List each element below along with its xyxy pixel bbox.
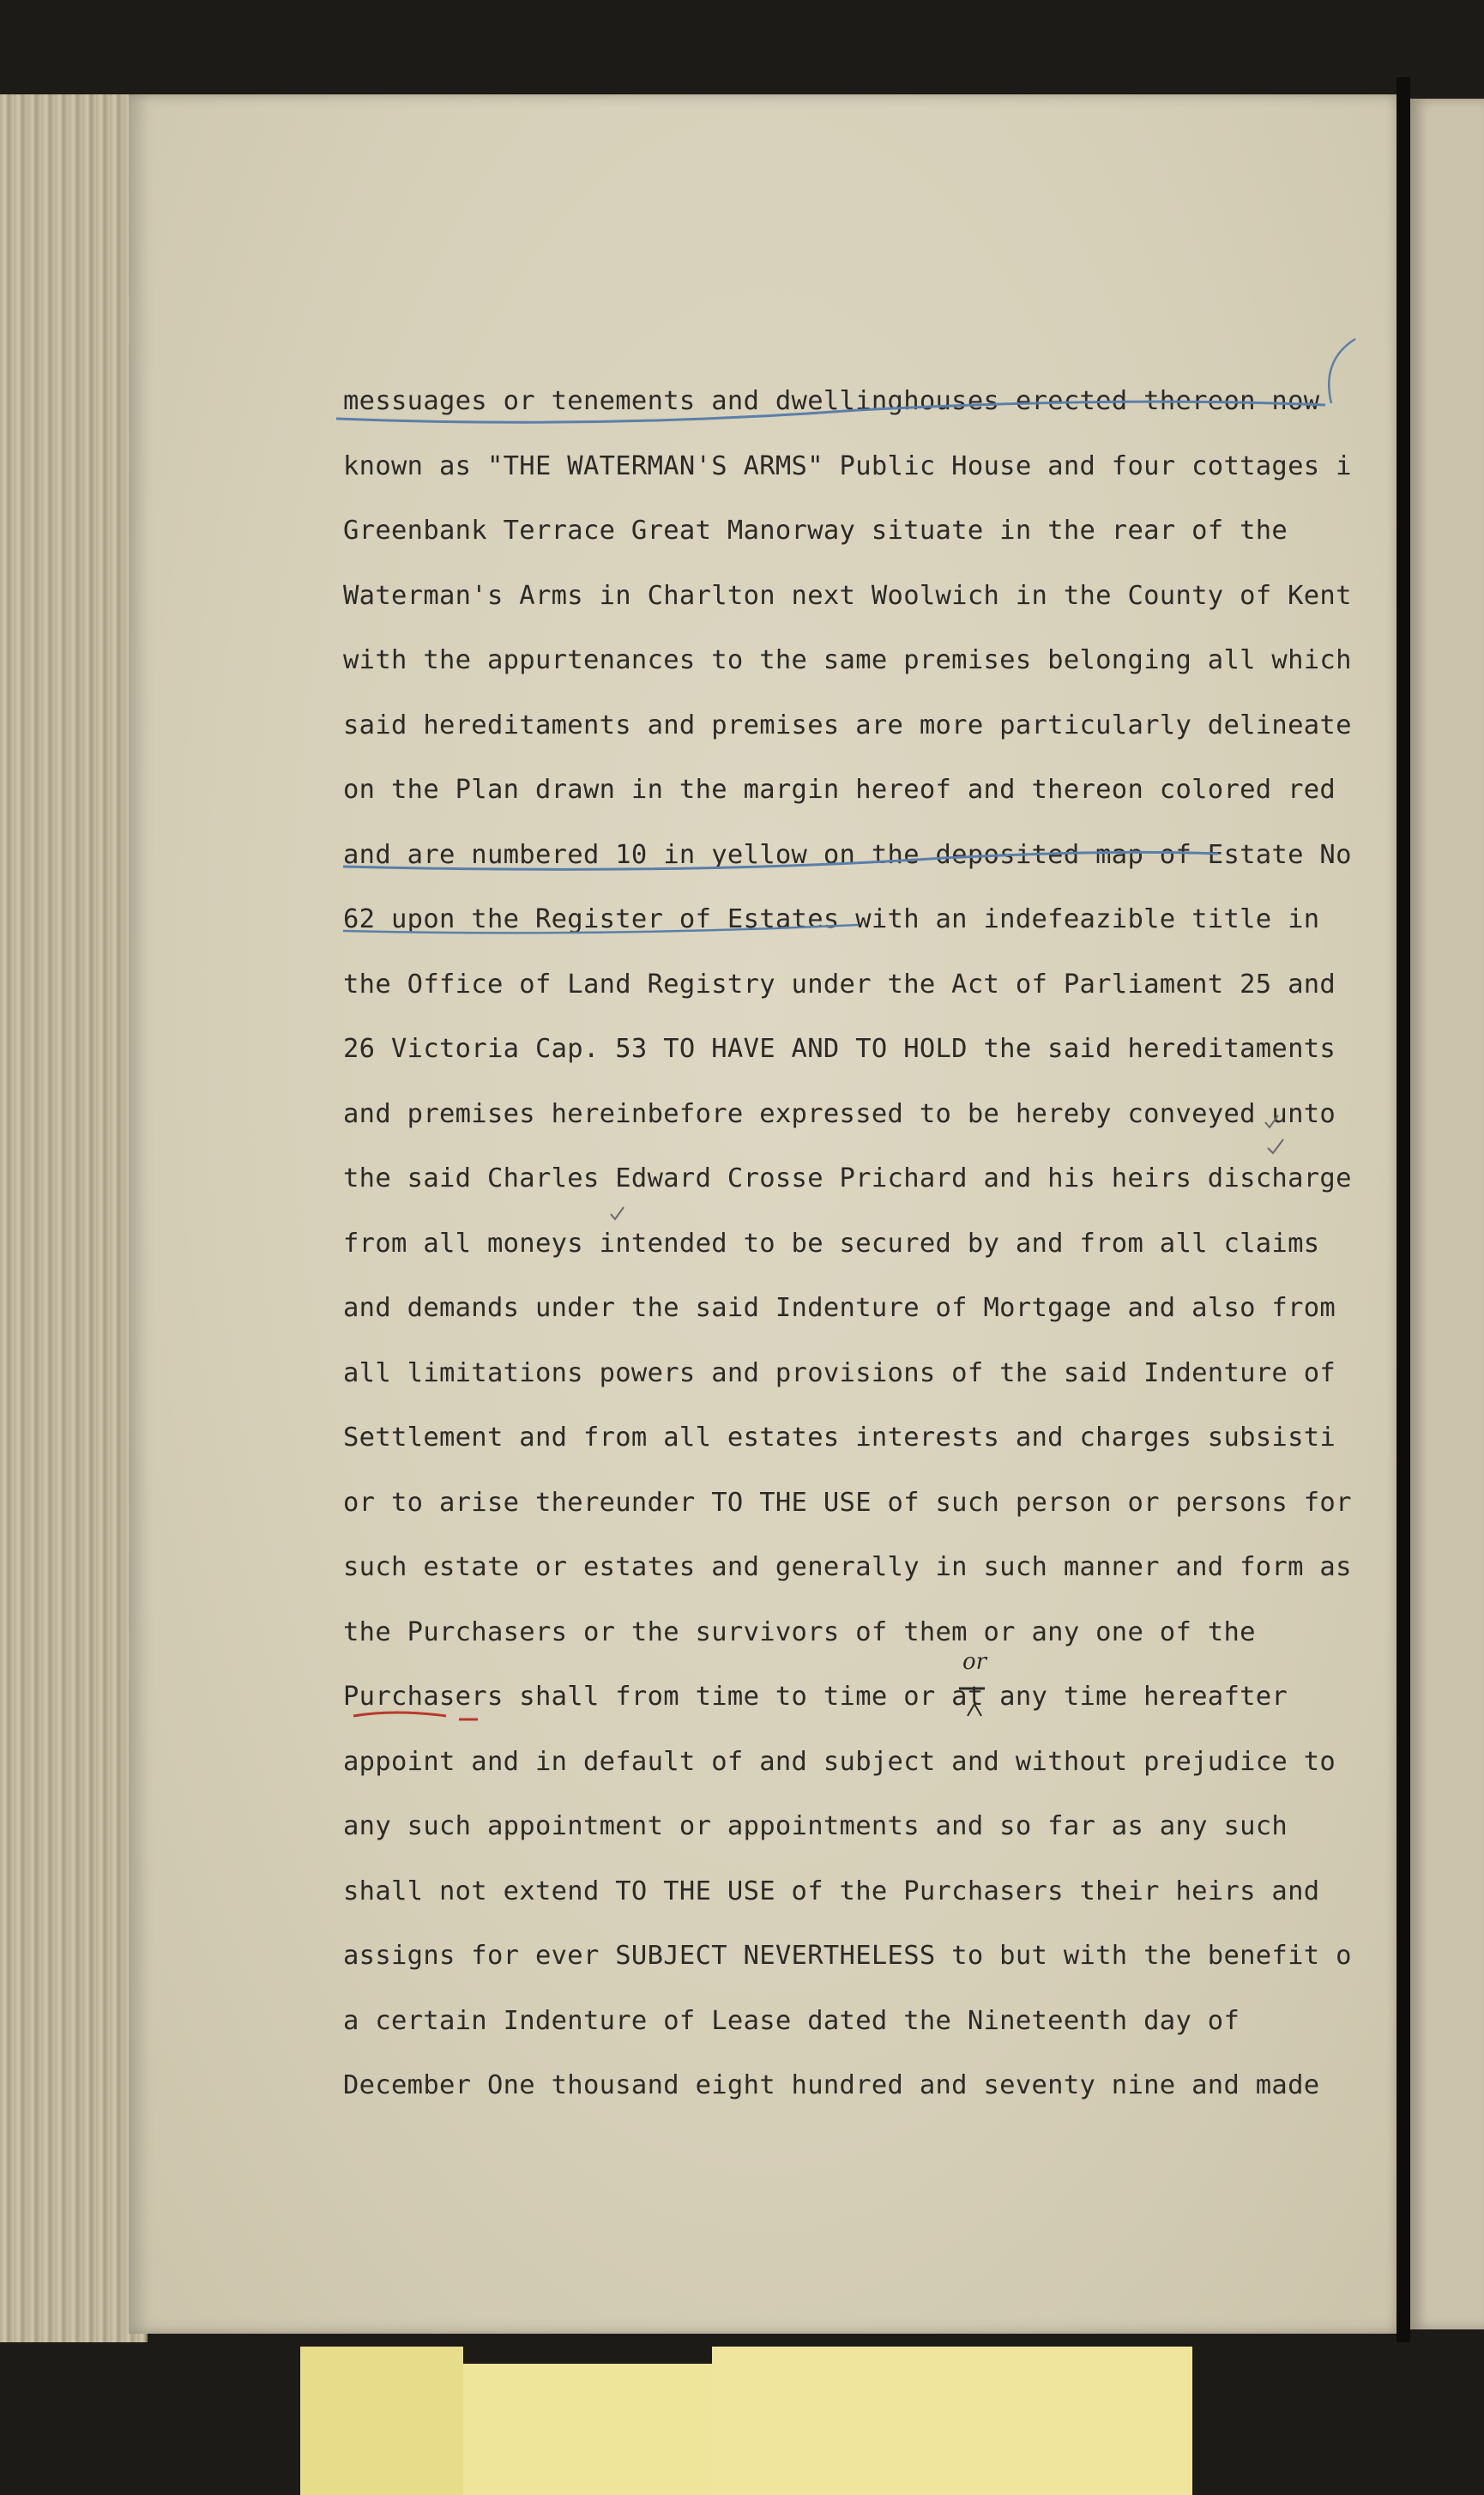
text-line: said hereditaments and premises are more particularly delineate [343,710,1352,740]
text-line: such estate or estates and generally in such manner and form as [343,1552,1352,1582]
text-line: from all moneys intended to be secured by and from all claims [343,1228,1320,1259]
text-line: any such appointment or appointments and so far as any such [343,1811,1288,1841]
sticky-note-tab-1 [300,2347,463,2495]
book-page-edges [0,94,148,2342]
text-line: assigns for ever SUBJECT NEVERTHELESS to but with the benefit o [343,1941,1352,1971]
text-line: with the appurtenances to the same premises belonging all which [343,645,1352,675]
sticky-note-tab-3 [712,2347,1192,2495]
text-line: all limitations powers and provisions of the said Indenture of [343,1357,1336,1388]
text-line: a certain Indenture of Lease dated the Nineteenth day of [343,2005,1240,2036]
text-line: 26 Victoria Cap. 53 TO HAVE AND TO HOLD the said hereditaments [343,1034,1336,1064]
text-line: messuages or tenements and dwellinghouses erected thereon now [343,386,1320,416]
text-line: and are numbered 10 in yellow on the deposited map of Estate No [343,839,1352,870]
text-line: 62 upon the Register of Estates with an indefeazible title in [343,904,1320,934]
text-line: December One thousand eight hundred and seventy nine and made [343,2070,1320,2100]
text-line: and premises hereinbefore expressed to be hereby conveyed unto [343,1098,1336,1129]
text-line: the Purchasers or the survivors of them or any one of the [343,1616,1256,1647]
typed-text-block [343,369,1407,2118]
text-line: known as "THE WATERMAN'S ARMS" Public House and four cottages i [343,450,1352,481]
text-line: Purchasers shall from time to time or at any time hereafter [343,1682,1288,1712]
text-line: appoint and in default of and subject and without prejudice to [343,1746,1336,1777]
sticky-note-tab-2 [463,2364,712,2495]
text-line: the Office of Land Registry under the Act of Parliament 25 and [343,969,1336,1000]
text-line: the said Charles Edward Crosse Prichard and his heirs discharge [343,1163,1352,1193]
facing-page-edge [1410,99,1484,2329]
text-line: on the Plan drawn in the margin hereof and thereon colored red [343,775,1336,805]
text-line: Settlement and from all estates interests and charges subsisti [343,1423,1336,1453]
text-line: shall not extend TO THE USE of the Purchasers their heirs and [343,1876,1320,1906]
text-line: Waterman's Arms in Charlton next Woolwich in the County of Kent [343,580,1352,611]
handwritten-correction: or [962,1649,987,1675]
text-line: Greenbank Terrace Great Manorway situate in the rear of the [343,516,1288,546]
text-line: or to arise thereunder TO THE USE of such person or persons for [343,1487,1352,1518]
text-line: and demands under the said Indenture of Mortgage and also from [343,1293,1336,1323]
